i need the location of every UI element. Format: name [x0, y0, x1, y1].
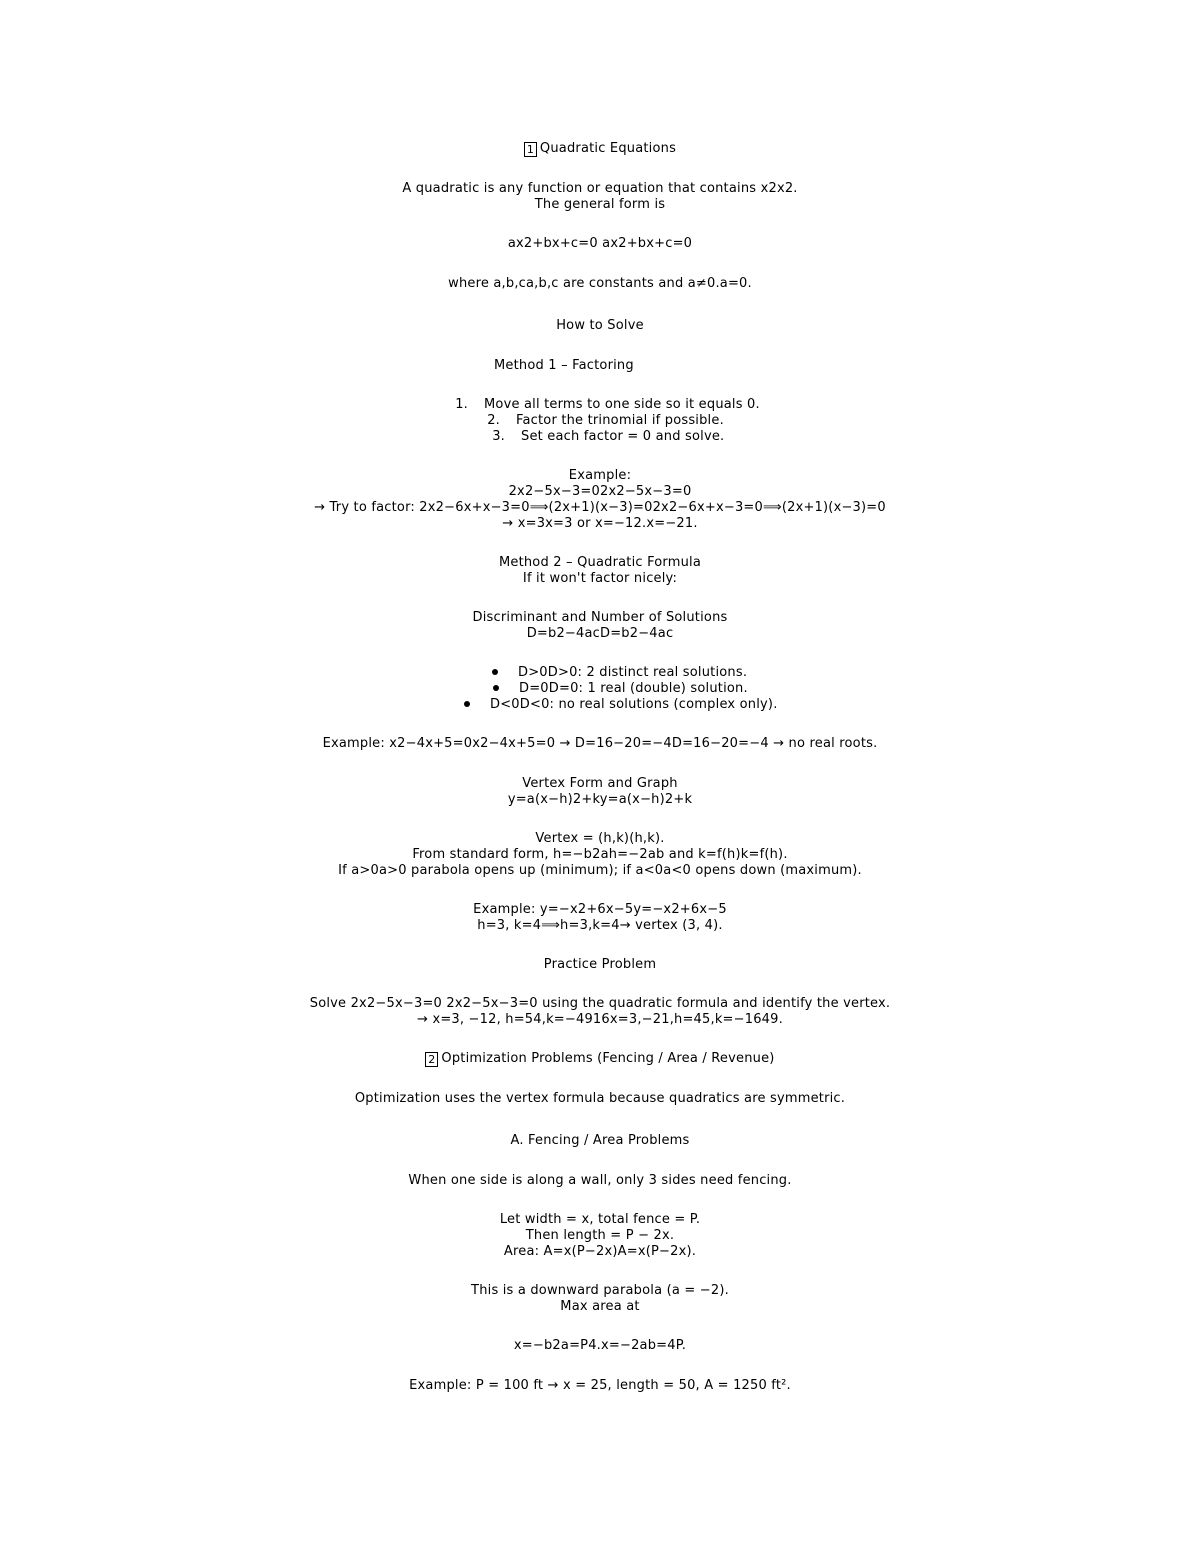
bullet-icon [464, 701, 470, 707]
list-text: Move all terms to one side so it equals 0. [484, 397, 760, 412]
list-text: Set each factor = 0 and solve. [521, 429, 725, 444]
example-result-line: → x=3x=3 or x=−12.x=−21. [502, 516, 698, 531]
intro-line: The general form is [534, 197, 666, 212]
method-2-title: Method 2 – Quadratic Formula [498, 555, 702, 570]
discriminant-title: Discriminant and Number of Solutions [472, 610, 728, 625]
example-discriminant-line: Example: x2−4x+5=0x2−4x+5=0 → D=16−20=−4D=16−20=−4 → no real roots. [322, 736, 878, 751]
section-title: Optimization Problems (Fencing / Area / Revenue) [441, 1051, 775, 1066]
vertex-example-line: h=3, k=4⟹h=3,k=4→ vertex (3, 4). [477, 918, 723, 933]
parabola-line: This is a downward parabola (a = −2). [471, 1283, 729, 1298]
general-form-equation: ax2+bx+c=0 ax2+bx+c=0 [507, 236, 693, 251]
practice-problem-title: Practice Problem [543, 957, 657, 972]
list-item [480, 413, 724, 429]
example-label: Example: [568, 468, 632, 483]
constants-line: where a,b,ca,b,c are constants and a≠0.a=0. [448, 276, 752, 291]
bullet-icon [493, 685, 499, 691]
bullet-text: D<0D<0: no real solutions (complex only). [490, 697, 778, 712]
setup-line: Let width = x, total fence = P. [499, 1212, 701, 1227]
method-2-subtitle: If it won't factor nicely: [522, 571, 678, 586]
vertex-example-line: Example: y=−x2+6x−5y=−x2+6x−5 [473, 902, 727, 917]
setup-line: Then length = P − 2x. [525, 1228, 675, 1243]
practice-answer-line: → x=3, −12, h=54,k=−4916x=3,−21,h=45,k=−1649. [417, 1012, 783, 1027]
vertex-line: Vertex = (h,k)(h,k). [535, 831, 665, 846]
parabola-line: Max area at [560, 1299, 640, 1314]
list-text: Factor the trinomial if possible. [516, 413, 724, 428]
bullet-item [464, 697, 778, 713]
setup-line: Area: A=x(P−2x)A=x(P−2x). [503, 1244, 697, 1259]
vertex-line: If a>0a>0 parabola opens up (minimum); if a<0a<0 opens down (maximum). [338, 863, 862, 878]
example-equation: 2x2−5x−3=02x2−5x−3=0 [508, 484, 692, 499]
intro-line: A quadratic is any function or equation that contains x2x2. [402, 181, 798, 196]
section-2-heading [0, 1051, 1200, 1068]
optimization-intro: Optimization uses the vertex formula because quadratics are symmetric. [354, 1091, 846, 1106]
bullet-text: D=0D=0: 1 real (double) solution. [519, 681, 748, 696]
section-number-box: 2 [425, 1052, 438, 1067]
wall-line: When one side is along a wall, only 3 sides need fencing. [408, 1173, 792, 1188]
bullet-item [493, 681, 748, 697]
bullet-text: D>0D>0: 2 distinct real solutions. [518, 665, 748, 680]
bullet-item [492, 665, 747, 681]
list-item [448, 397, 760, 413]
bullet-icon [492, 669, 498, 675]
discriminant-formula: D=b2−4acD=b2−4ac [526, 626, 674, 641]
subheading-how-to-solve: How to Solve [556, 318, 644, 333]
list-number: 3. [492, 429, 505, 444]
fencing-subtitle: A. Fencing / Area Problems [510, 1133, 690, 1148]
vertex-line: From standard form, h=−b2ah=−2ab and k=f(h)k=f(h). [412, 847, 788, 862]
section-1-heading [0, 141, 1200, 158]
vertex-form-title: Vertex Form and Graph [522, 776, 678, 791]
section-number-box: 1 [524, 142, 537, 157]
max-area-formula: x=−b2a=P4.x=−2ab=4P. [513, 1338, 687, 1353]
example-factor-line: → Try to factor: 2x2−6x+x−3=0⟹(2x+1)(x−3)=02x2−6x+x−3=0⟹(2x+1)(x−3)=0 [314, 500, 886, 515]
list-number: 1. [455, 397, 468, 412]
list-number: 2. [487, 413, 500, 428]
vertex-form-formula: y=a(x−h)2+ky=a(x−h)2+k [507, 792, 693, 807]
list-item [485, 429, 724, 445]
practice-problem-line: Solve 2x2−5x−3=0 2x2−5x−3=0 using the quadratic formula and identify the vertex. [309, 996, 891, 1011]
fencing-example-line: Example: P = 100 ft → x = 25, length = 50, A = 1250 ft². [409, 1378, 791, 1393]
section-title: Quadratic Equations [539, 141, 677, 156]
method-1-title: Method 1 – Factoring [494, 358, 634, 373]
